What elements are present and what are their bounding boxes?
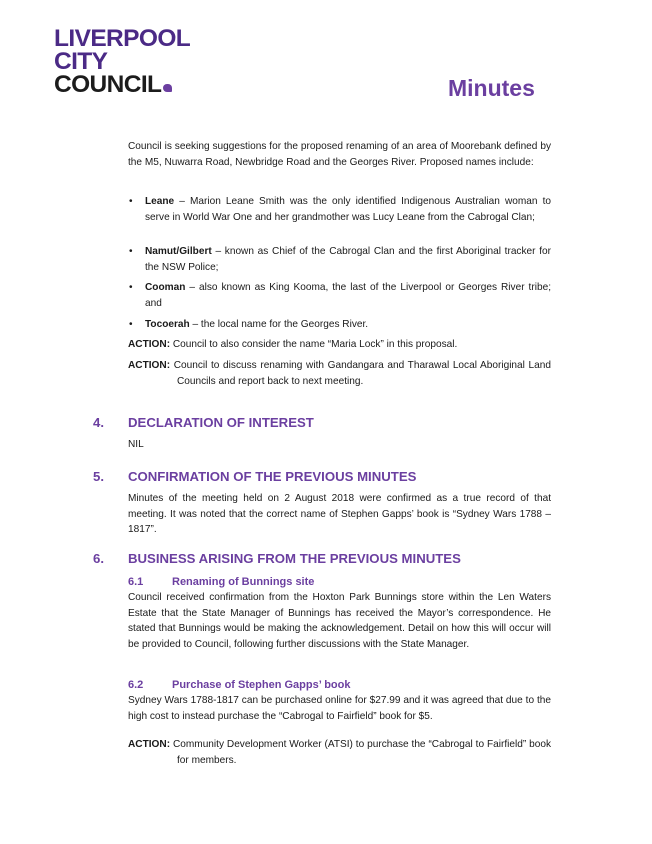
action-text: Council to also consider the name “Maria Lock” in this proposal.	[172, 339, 458, 350]
list-item	[145, 280, 551, 311]
heart-icon	[163, 84, 172, 92]
action-item	[128, 737, 551, 768]
bullet-name: Namut/Gilbert	[145, 246, 212, 257]
action-text: Council to discuss renaming with Gandangara and Tharawal Local Aboriginal Land Councils and report back to next meeting.	[173, 360, 551, 387]
list-item	[145, 317, 551, 333]
action-label: ACTION:	[128, 339, 171, 350]
action-label: ACTION:	[128, 360, 171, 371]
logo-line-3: COUNCIL	[54, 71, 162, 98]
logo-line-1: LIVERPOOL	[54, 25, 191, 52]
page-title: Minutes	[448, 75, 535, 101]
list-item	[145, 244, 551, 275]
subsection-number: 6.2	[128, 679, 144, 691]
section-heading: CONFIRMATION OF THE PREVIOUS MINUTES	[128, 469, 417, 484]
bullet-text: – also known as King Kooma, the last of the Liverpool or Georges River tribe; and	[145, 282, 551, 309]
list-item	[145, 194, 551, 225]
bullet-name: Cooman	[145, 282, 186, 293]
subsection-heading: Renaming of Bunnings site	[172, 576, 315, 588]
section-body: Minutes of the meeting held on 2 August 2018 were confirmed as a true record of that meeting. It was noted that the correct name of Stephen Gapps’ book is “Sydney Wars 1788 – 1817”.	[128, 493, 551, 536]
section-heading: DECLARATION OF INTEREST	[128, 415, 314, 430]
subsection-body: Council received confirmation from the Hoxton Park Bunnings store within the Len Waters Estate that the State Manager of Bunnings has received the Mayor’s correspondence. He stated that Bunnings would be making the acknowledgement. Detail on how this will occur will be provided to Council, following further discussions with the State Manager.	[128, 592, 551, 650]
bullet-text: – the local name for the Georges River.	[189, 319, 369, 330]
bullet-marker: •	[129, 196, 133, 207]
subsection-number: 6.1	[128, 576, 144, 588]
intro-paragraph: Council is seeking suggestions for the proposed renaming of an area of Moorebank defined by the M5, Nuwarra Road, Newbridge Road and the Georges River. Proposed names include:	[128, 141, 551, 168]
section-number: 5.	[93, 469, 104, 484]
section-body: NIL	[128, 439, 144, 450]
bullet-text: – Marion Leane Smith was the only identified Indigenous Australian woman to serve in World War One and her grandmother was Lucy Leane from the Cabrogal Clan;	[145, 196, 551, 223]
logo-line-2: CITY	[54, 48, 108, 75]
section-number: 6.	[93, 551, 104, 566]
action-text: Community Development Worker (ATSI) to purchase the “Cabrogal to Fairfield” book for members.	[172, 739, 552, 766]
section-number: 4.	[93, 415, 104, 430]
bullet-marker: •	[129, 282, 133, 293]
bullet-name: Tocoerah	[145, 319, 190, 330]
action-label: ACTION:	[128, 739, 171, 750]
section-heading: BUSINESS ARISING FROM THE PREVIOUS MINUTES	[128, 551, 461, 566]
council-logo	[54, 27, 190, 96]
bullet-marker: •	[129, 319, 133, 330]
bullet-marker: •	[129, 246, 133, 257]
subsection-heading: Purchase of Stephen Gapps’ book	[172, 679, 351, 691]
bullet-name: Leane	[145, 196, 175, 207]
action-item	[128, 358, 551, 389]
bullet-text: – known as Chief of the Cabrogal Clan and the first Aboriginal tracker for the NSW Police;	[145, 246, 551, 273]
action-item	[128, 337, 551, 353]
subsection-body: Sydney Wars 1788-1817 can be purchased online for $27.99 and it was agreed that due to the high cost to instead purchase the “Cabrogal to Fairfield” book for $5.	[128, 695, 551, 722]
